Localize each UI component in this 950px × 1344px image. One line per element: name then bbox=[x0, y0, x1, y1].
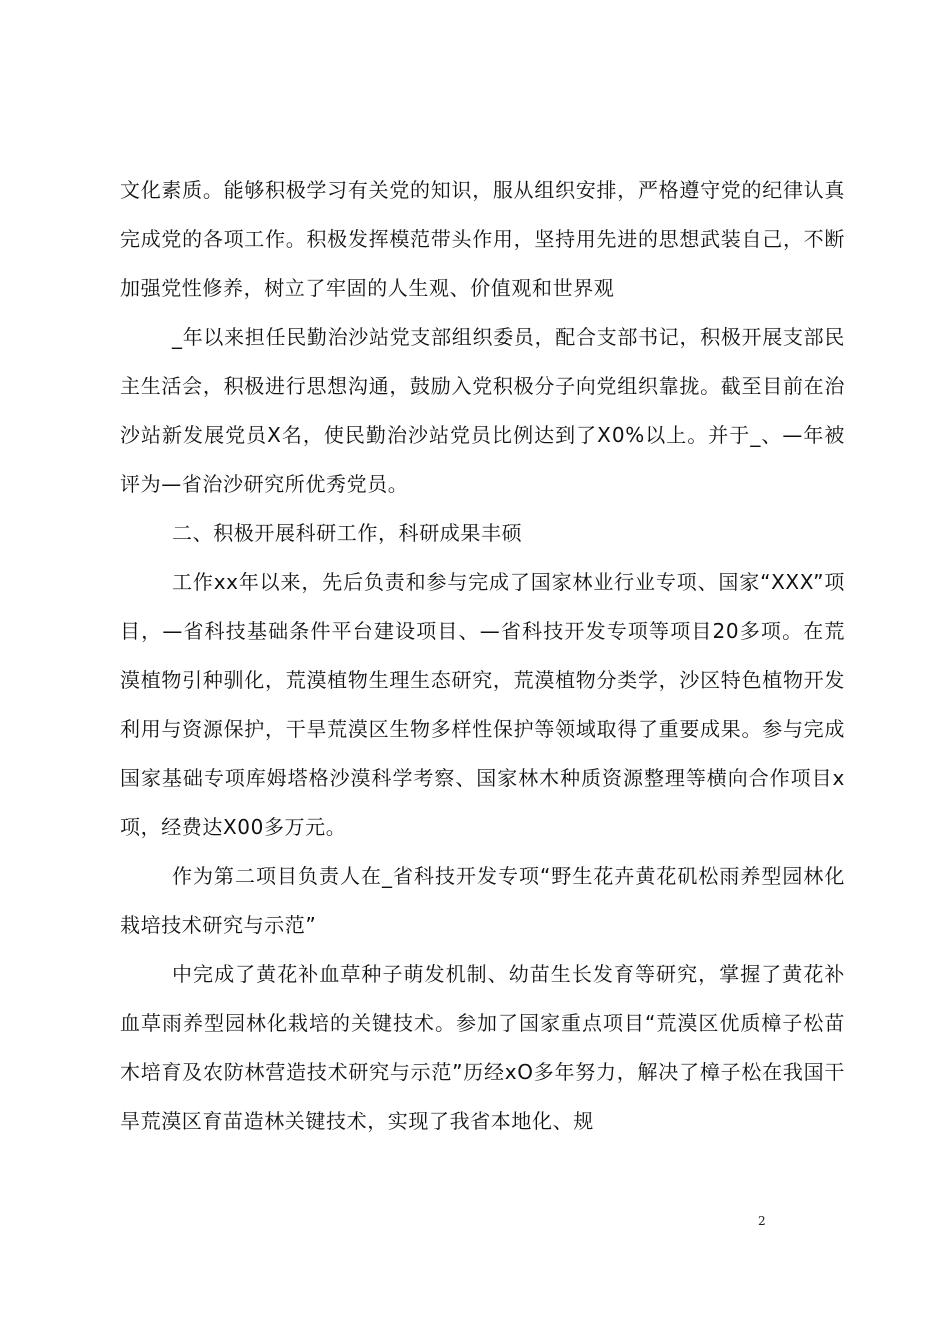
paragraph-project-lead: 作为第二项目负责人在_省科技开发专项“野生花卉黄花矶松雨养型园林化栽培技术研究与示范” bbox=[120, 864, 845, 937]
document-body bbox=[120, 166, 845, 1146]
paragraph-continuation: 文化素质。能够积极学习有关党的知识，服从组织安排，严格遵守党的纪律认真完成党的各项工作。积极发挥模范带头作用，坚持用先进的思想武装自己，不断加强党性修养，树立了牢固的人生观、价值观和世界观 bbox=[120, 178, 845, 300]
paragraph-research-projects: 工作xx年以来，先后负责和参与完成了国家林业行业专项、国家“XXX”项目，—省科技基础条件平台建设项目、—省科技开发专项等项目20多项。在荒漠植物引种驯化，荒漠植物生理生态研究，荒漠植物分类学，沙区特色植物开发利用与资源保护，干旱荒漠区生物多样性保护等领域取得了重要成果。参与完成国家基础专项库姆塔格沙漠科学考察、国家林木种质资源整理等横向合作项目x项，经费达X00多万元。 bbox=[120, 570, 845, 839]
page-number: 2 bbox=[758, 1214, 766, 1228]
paragraph-party-work: _年以来担任民勤治沙站党支部组织委员，配合支部书记，积极开展支部民主生活会，积极进行思想沟通，鼓励入党积极分子向党组织靠拢。截至目前在治沙站新发展党员Ⅹ名，使民勤治沙站党员比例达到了Ⅹ0%以上。并于_、—年被评为—省治沙研究所优秀党员。 bbox=[120, 325, 845, 496]
paragraph-research-results: 中完成了黄花补血草种子萌发机制、幼苗生长发育等研究，掌握了黄花补血草雨养型园林化栽培的关键技术。参加了国家重点项目“荒漠区优质樟子松苗木培育及农防林营造技术研究与示范”历经xO多年努力，解决了樟子松在我国干旱荒漠区育苗造林关键技术，实现了我省本地化、规 bbox=[120, 962, 845, 1133]
section-heading: 二、积极开展科研工作，科研成果丰硕 bbox=[172, 521, 523, 545]
